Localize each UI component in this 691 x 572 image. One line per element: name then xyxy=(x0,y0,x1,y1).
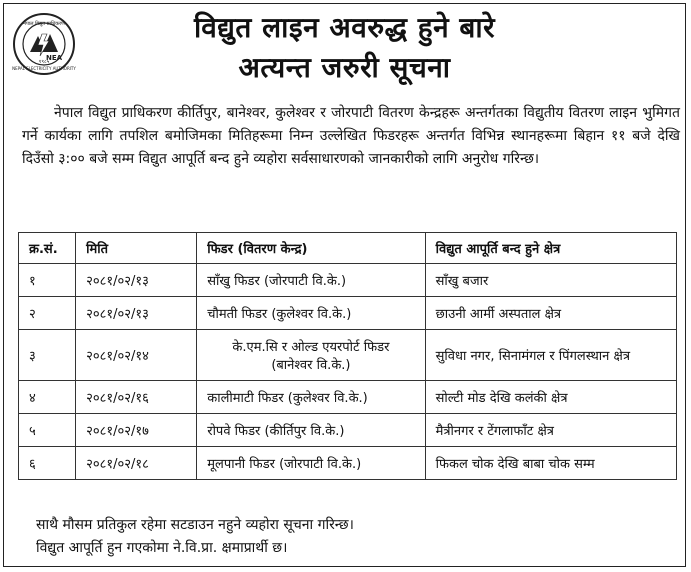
intro-text: नेपाल विद्युत प्राधिकरण कीर्तिपुर, बानेश्वर, कुलेश्वर र जोरपाटी वितरण केन्द्रहरू अन्तर्गतका विद्युतीय वितरण लाइन भुमिगत गर्ने कार्यका लागि तपशिल बमोजिमका मितिहरूमा निम्न उल्लेखित फिडरहरू अन्तर्गत विभिन्न स्थानहरूमा बिहान ११ बजे देखि दिउँसो ३:०० बजे सम्म विद्युत आपूर्ति बन्द हुने व्यहोरा सर्वसाधारणको जानकारीको लागि अनुरोध गरिन्छ। xyxy=(22,105,680,167)
row-date: २०८१/०२/१४ xyxy=(76,330,197,381)
table-row xyxy=(19,447,677,480)
row-date: २०८१/०२/१३ xyxy=(76,264,197,297)
table-header-row xyxy=(19,233,677,264)
intro-paragraph xyxy=(22,102,680,171)
row-sn: ३ xyxy=(19,330,76,381)
row-feeder xyxy=(197,330,425,381)
row-date: २०८१/०२/१६ xyxy=(76,381,197,414)
row-area: छाउनी आर्मी अस्पताल क्षेत्र xyxy=(425,297,676,330)
row-date: २०८१/०२/१८ xyxy=(76,447,197,480)
footer-notes xyxy=(36,514,676,560)
footer-line-1: साथै मौसम प्रतिकुल रहेमा सटडाउन नहुने व्यहोरा सूचना गरिन्छ। xyxy=(36,517,354,533)
row-area: फिकल चोक देखि बाबा चोक सम्म xyxy=(425,447,676,480)
table-row xyxy=(19,264,677,297)
row-sn: २ xyxy=(19,297,76,330)
logo-mark: NEA xyxy=(45,54,63,62)
logo-year: १९८५ xyxy=(38,59,50,65)
row-date: २०८१/०२/१७ xyxy=(76,414,197,447)
row-feeder-line2: (बानेश्वर वि.के.) xyxy=(271,358,351,373)
footer-line-2: विद्युत आपूर्ति हुन गएकोमा ने.वि.प्रा. क्षमाप्रार्थी छ। xyxy=(36,540,288,556)
header-area: विद्युत आपूर्ति बन्द हुने क्षेत्र xyxy=(425,233,676,264)
row-sn: ४ xyxy=(19,381,76,414)
table-row xyxy=(19,330,677,381)
header-date: मिति xyxy=(76,233,197,264)
table-row xyxy=(19,414,677,447)
notice-subtitle: अत्यन्त जरुरी सूचना xyxy=(238,51,451,84)
row-sn: १ xyxy=(19,264,76,297)
table-row xyxy=(19,381,677,414)
row-date: २०८१/०२/१३ xyxy=(76,297,197,330)
row-area: सोल्टी मोड देखि कलंकी क्षेत्र xyxy=(425,381,676,414)
row-feeder: मूलपानी फिडर (जोरपाटी वि.के.) xyxy=(197,447,425,480)
notice-title: विद्युत लाइन अवरुद्ध हुने बारे xyxy=(193,11,496,44)
row-area: साँखु बजार xyxy=(425,264,676,297)
row-feeder-line1: के.एम.सि र ओल्ड एयरपोर्ट फिडर xyxy=(232,340,390,355)
row-sn: ५ xyxy=(19,414,76,447)
header-feeder: फिडर (वितरण केन्द्र) xyxy=(197,233,425,264)
row-feeder: साँखु फिडर (जोरपाटी वि.के.) xyxy=(197,264,425,297)
logo-text-bottom: NEPAL ELECTRICITY AUTHORITY xyxy=(12,66,76,71)
row-sn: ६ xyxy=(19,447,76,480)
row-area: सुविधा नगर, सिनामंगल र पिंगलस्थान क्षेत्र xyxy=(425,330,676,381)
outage-table xyxy=(18,232,677,480)
table-row xyxy=(19,297,677,330)
row-feeder: रोपवे फिडर (कीर्तिपुर वि.के.) xyxy=(197,414,425,447)
row-feeder: चौमती फिडर (कुलेश्वर वि.के.) xyxy=(197,297,425,330)
notice-frame xyxy=(3,3,686,567)
row-area: मैत्रीनगर र टेंगलाफाँट क्षेत्र xyxy=(425,414,676,447)
logo-text-top: नेपाल विद्युत प्राधिकरण xyxy=(23,21,65,27)
row-feeder: कालीमाटी फिडर (कुलेश्वर वि.के.) xyxy=(197,381,425,414)
header-sn: क्र.सं. xyxy=(19,233,76,264)
